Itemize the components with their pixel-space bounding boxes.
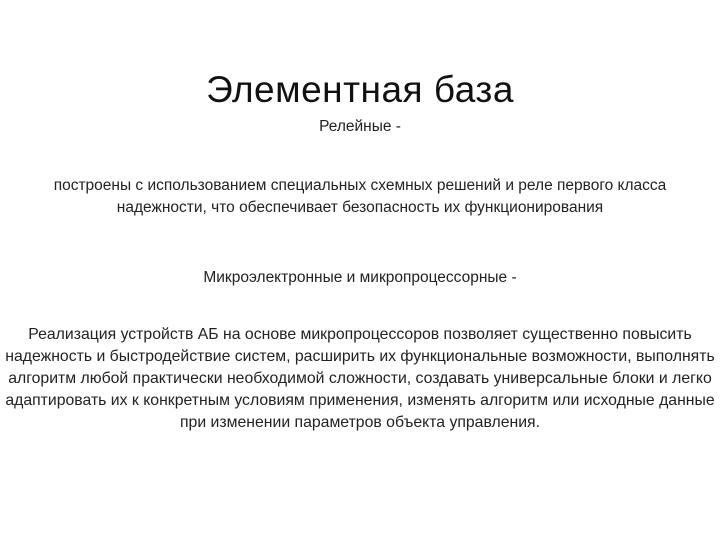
micro-heading: Микроэлектронные и микропроцессорные - [203,269,517,286]
relay-description: построены с использованием специальных схемных решений и реле первого класса надежности, что обеспечивает безопасность их функционирования [53,177,667,216]
relay-heading: Релейные - [319,118,401,135]
micro-description: Реализация устройств АБ на основе микропроцессоров позволяет существенно повысить надежность и быстродействие систем, расширить их функциональные возможности, выполнять алгоритм любой практически необходимой сложности, создавать универсальные блоки и легко адаптировать их к конкретным условиям применения, изменять алгоритм или исходные данные при изменении параметров объекта управления. [5,326,715,431]
slide-title: Элементная база [206,68,514,110]
